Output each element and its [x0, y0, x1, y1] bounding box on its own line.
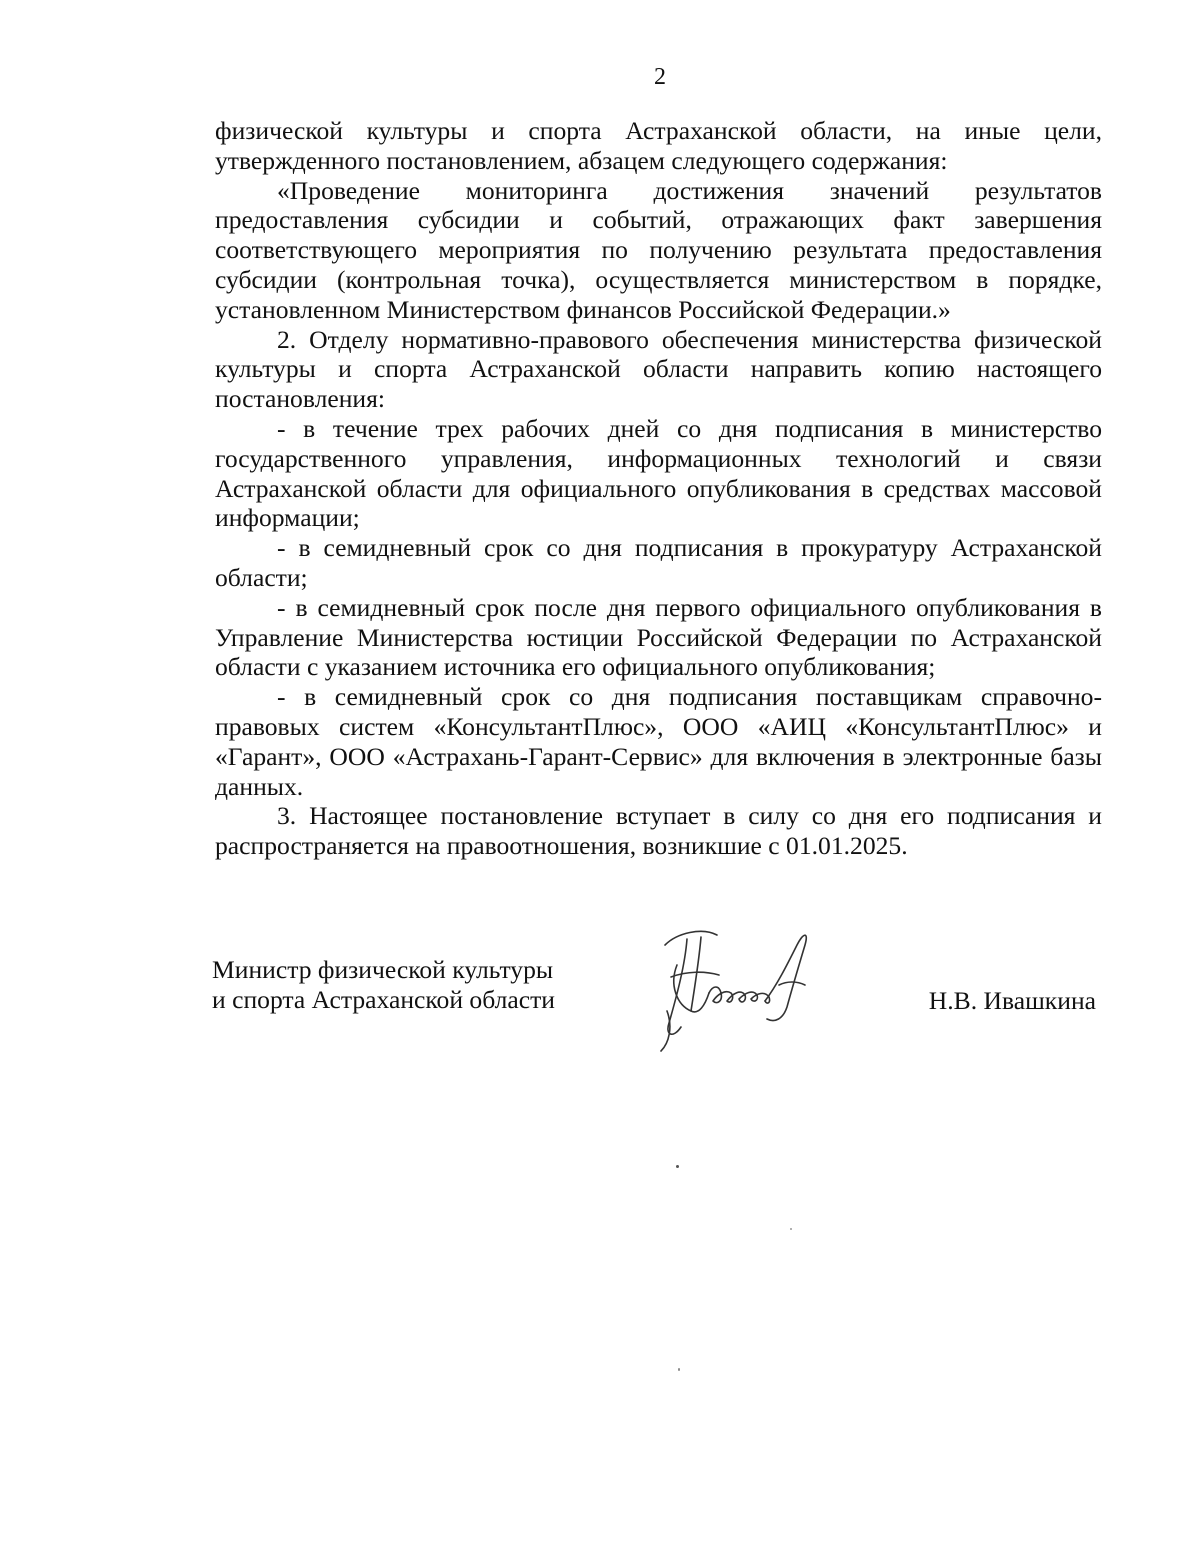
scan-speck [676, 1165, 679, 1168]
list-item-prosecutor: - в семидневный срок со дня подписания в прокуратуру Астраханской области; [215, 533, 1102, 592]
list-item-legal-systems: - в семидневный срок со дня подписания поставщикам справочно-правовых систем «КонсультантПлюс», ООО «АИЦ «КонсультантПлюс» и «Гарант», ООО «Астрахань-Гарант-Сервис» для включения в электронные базы данных. [215, 682, 1102, 801]
list-item-justice-ministry: - в семидневный срок после дня первого официального опубликования в Управление Министерства юстиции Российской Федерации по Астраханской области с указанием источника его официального опубликования; [215, 592, 1102, 682]
document-body [215, 116, 1102, 861]
signature-block [212, 955, 1102, 1075]
scan-speck [790, 1228, 792, 1230]
paragraph-continuation: физической культуры и спорта Астраханской области, на иные цели, утвержденного постановлением, абзацем следующего содержания: [215, 116, 1102, 175]
handwritten-signature [647, 915, 847, 1055]
signer-title-line-1: Министр физической культуры [212, 955, 554, 984]
signer-title-line-2: и спорта Астраханской области [212, 985, 555, 1014]
paragraph-item-3: 3. Настоящее постановление вступает в силу со дня его подписания и распространяется на правоотношения, возникшие с 01.01.2025. [215, 801, 1102, 861]
page-number: 2 [654, 64, 666, 90]
list-item-ministry: - в течение трех рабочих дней со дня подписания в министерство государственного управления, информационных технологий и связи Астраханской области для официального опубликования в средствах массовой информации; [215, 413, 1102, 533]
paragraph-quoted-amendment: «Проведение мониторинга достижения значений результатов предоставления субсидии и событий, отражающих факт завершения соответствующего мероприятия по получению результата предоставления субсидии (контрольная точка), осуществляется министерством в порядке, установленном Министерством финансов Российской Федерации.» [215, 175, 1102, 324]
scan-speck [678, 1368, 680, 1371]
signer-title [212, 955, 555, 1015]
signer-name: Н.В. Ивашкина [928, 986, 1096, 1015]
paragraph-item-2: 2. Отделу нормативно-правового обеспечения министерства физической культуры и спорта Астраханской области направить копию настоящего постановления: [215, 324, 1102, 414]
